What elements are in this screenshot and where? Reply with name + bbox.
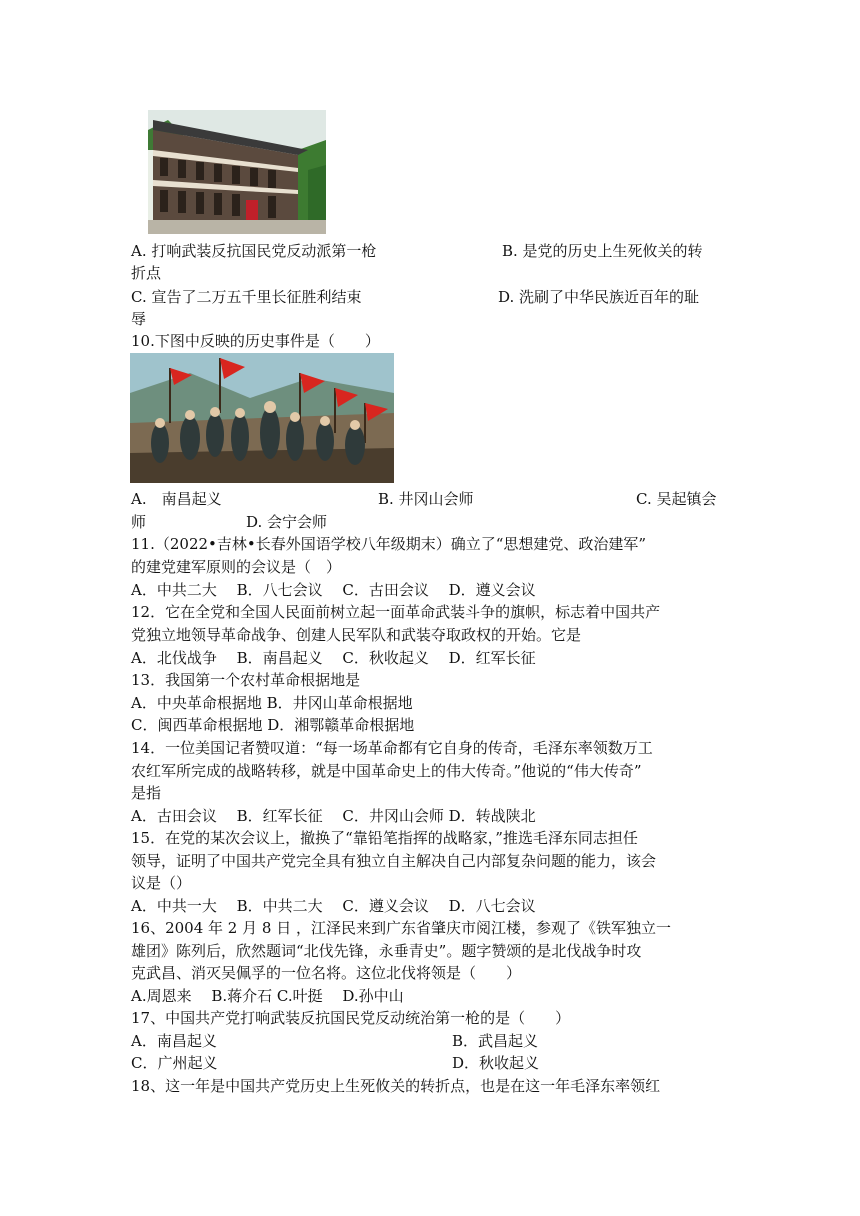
q13-options-line1: A．中央革命根据地 B．井冈山革命根据地 [131, 694, 413, 712]
q11-stem-line2: 的建党建军原则的会议是（ ） [131, 558, 342, 576]
q9-option-d-continued: 辱 [131, 310, 147, 328]
q13-options-line2: C．闽西革命根据地 D．湘鄂赣革命根据地 [131, 716, 415, 734]
q9-option-b: B. 是党的历史上生死攸关的转 [502, 242, 703, 260]
q14-stem-line2: 农红军所完成的战略转移，就是中国革命史上的伟大传奇。”他说的“伟大传奇” [131, 762, 642, 780]
q9-option-a: A. 打响武装反抗国民党反动派第一枪 [131, 242, 377, 260]
q10-stem: 10.下图中反映的历史事件是（ ） [131, 332, 380, 350]
q10-option-a: A. 南昌起义 [131, 490, 222, 508]
q16-options: A.周恩来 B.蒋介石 C.叶挺 D.孙中山 [131, 987, 404, 1005]
q17-option-b: B．武昌起义 [452, 1032, 539, 1050]
q9-option-b-continued: 折点 [131, 264, 162, 282]
q14-options: A．古田会议 B．红军长征 C．井冈山会师 D．转战陕北 [131, 807, 536, 825]
q10-option-c-continued: 师 [131, 513, 147, 531]
q16-stem-line3: 克武昌、消灭吴佩孚的一位名将。这位北伐将领是（ ） [131, 964, 522, 982]
q15-stem-line2: 领导，证明了中国共产党完全具有独立自主解决自己内部复杂问题的能力，该会 [131, 852, 657, 870]
q15-stem-line1: 15．在党的某次会议上，撤换了“靠铅笔指挥的战略家，”推选毛泽东同志担任 [131, 829, 638, 847]
q12-options: A．北伐战争 B．南昌起义 C．秋收起义 D．红军长征 [131, 649, 536, 667]
q9-option-d: D. 洗刷了中华民族近百年的耻 [498, 288, 700, 306]
q16-stem-line1: 16、2004 年 2 月 8 日 ，江泽民来到广东省肇庆市阅江楼，参观了《铁军独立一 [131, 919, 671, 937]
q14-stem-line1: 14．一位美国记者赞叹道：“每一场革命都有它自身的传奇，毛泽东率领数万工 [131, 739, 653, 757]
q16-stem-line2: 雄团》陈列后，欣然题词“北伐先锋，永垂青史”。题字赞颂的是北伐战争时攻 [131, 942, 642, 960]
q17-stem: 17、中国共产党打响武装反抗国民党反动统治第一枪的是（ ） [131, 1009, 571, 1027]
q11-stem-line1: 11.（2022•吉林•长春外国语学校八年级期末）确立了“思想建党、政治建军” [131, 535, 647, 553]
q11-options: A．中共二大 B．八七会议 C．古田会议 D．遵义会议 [131, 581, 536, 599]
q17-option-c: C．广州起义 [131, 1054, 218, 1072]
q15-stem-line3: 议是（） [131, 874, 192, 892]
q10-option-c: C. 吴起镇会 [636, 490, 717, 508]
q13-stem: 13．我国第一个农村革命根据地是 [131, 671, 361, 689]
q10-option-d: D. 会宁会师 [246, 513, 328, 531]
q9-option-c: C. 宣告了二万五千里长征胜利结束 [131, 288, 362, 306]
q14-stem-line3: 是指 [131, 784, 162, 802]
painting-red-flags [130, 353, 394, 483]
q12-stem-line1: 12．它在全党和全国人民面前树立起一面革命武装斗争的旗帜，标志着中国共产 [131, 603, 661, 621]
q15-options: A．中共一大 B．中共二大 C．遵义会议 D．八七会议 [131, 897, 536, 915]
q12-stem-line2: 党独立地领导革命战争、创建人民军队和武装夺取政权的开始。它是 [131, 626, 582, 644]
q17-option-d: D．秋收起义 [452, 1054, 540, 1072]
q18-stem-line1: 18、这一年是中国共产党历史上生死攸关的转折点，也是在这一年毛泽东率领红 [131, 1077, 661, 1095]
building-photo [148, 110, 326, 234]
q10-option-b: B. 井冈山会师 [378, 490, 474, 508]
q17-option-a: A．南昌起义 [131, 1032, 217, 1050]
